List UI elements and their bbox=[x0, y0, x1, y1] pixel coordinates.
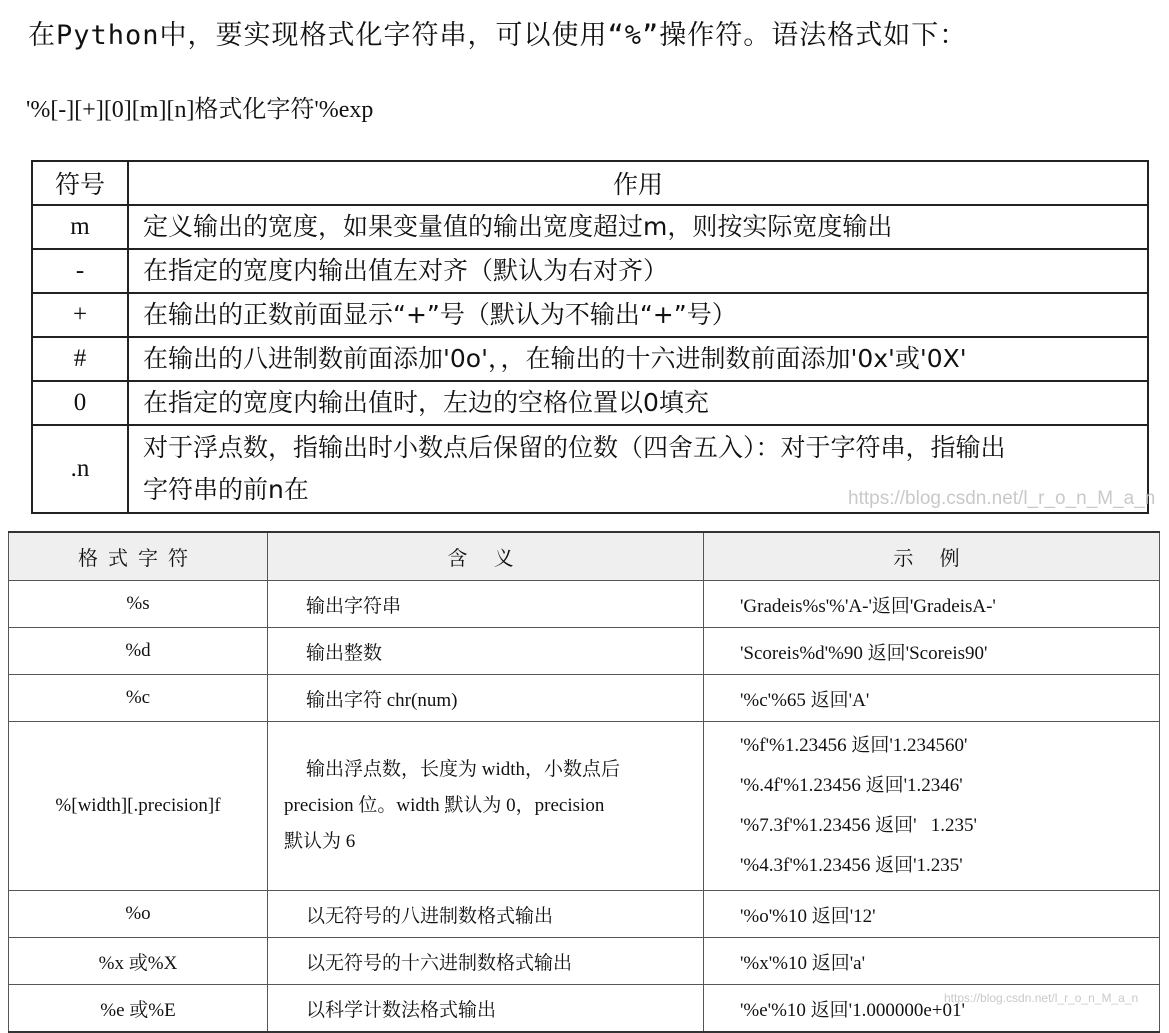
header-format-char: 格式字符 bbox=[9, 532, 268, 581]
format-cell: %s bbox=[9, 581, 268, 628]
symbol-cell: - bbox=[32, 249, 128, 293]
symbol-cell: m bbox=[32, 205, 128, 249]
format-cell: %x 或%X bbox=[9, 938, 268, 985]
table-row bbox=[9, 722, 1160, 891]
symbol-cell: 0 bbox=[32, 381, 128, 425]
format-cell: %c bbox=[9, 675, 268, 722]
table-row bbox=[32, 249, 1148, 293]
example-line: '%7.3f'%1.23456 返回' 1.235' bbox=[740, 815, 977, 836]
meaning-cell: 以无符号的八进制数格式输出 bbox=[268, 891, 704, 938]
meaning-cell bbox=[268, 722, 704, 891]
modifier-table bbox=[31, 160, 1149, 514]
table-row bbox=[32, 381, 1148, 425]
watermark: https://blog.csdn.net/l_r_o_n_M_a_n bbox=[848, 488, 1156, 509]
table-row bbox=[9, 891, 1160, 938]
meaning-line: precision 位。width 默认为 0，precision bbox=[284, 795, 605, 816]
header-symbol: 符号 bbox=[32, 161, 128, 205]
desc-cell: 定义输出的宽度，如果变量值的输出宽度超过m，则按实际宽度输出 bbox=[128, 205, 1148, 249]
table-row bbox=[9, 628, 1160, 675]
desc-cell: 在指定的宽度内输出值时，左边的空格位置以0填充 bbox=[128, 381, 1148, 425]
symbol-cell: + bbox=[32, 293, 128, 337]
meaning-cell: 输出字符 chr(num) bbox=[268, 675, 704, 722]
header-function: 作用 bbox=[128, 161, 1148, 205]
example-cell: '%e'%10 返回'1.000000e+01' bbox=[704, 985, 1160, 1033]
example-cell bbox=[704, 722, 1160, 891]
desc-line: 字符串的前n在 bbox=[143, 475, 309, 504]
meaning-line: 输出浮点数，长度为 width，小数点后 bbox=[306, 759, 621, 780]
example-cell: '%x'%10 返回'a' bbox=[704, 938, 1160, 985]
format-cell: %d bbox=[9, 628, 268, 675]
header-meaning: 含 义 bbox=[268, 532, 704, 581]
watermark: https://blog.csdn.net/l_r_o_n_M_a_n bbox=[944, 991, 1139, 1005]
example-cell: 'Gradeis%s'%'A-'返回'GradeisA-' bbox=[704, 581, 1160, 628]
meaning-cell: 以科学计数法格式输出 bbox=[268, 985, 704, 1033]
table-row bbox=[9, 675, 1160, 722]
example-line: '%4.3f'%1.23456 返回'1.235' bbox=[740, 855, 963, 876]
format-cell: %e 或%E bbox=[9, 985, 268, 1033]
meaning-cell: 输出整数 bbox=[268, 628, 704, 675]
table-row bbox=[32, 293, 1148, 337]
desc-cell: 在指定的宽度内输出值左对齐（默认为右对齐） bbox=[128, 249, 1148, 293]
example-line: '%f'%1.23456 返回'1.234560' bbox=[740, 735, 968, 756]
header-example: 示 例 bbox=[704, 532, 1160, 581]
meaning-cell: 以无符号的十六进制数格式输出 bbox=[268, 938, 704, 985]
symbol-cell: # bbox=[32, 337, 128, 381]
desc-cell: 在输出的正数前面显示“+”号（默认为不输出“+”号） bbox=[128, 293, 1148, 337]
desc-line: 对于浮点数，指输出时小数点后保留的位数（四舍五入）：对于字符串，指输出 bbox=[143, 433, 1006, 462]
example-cell: '%o'%10 返回'12' bbox=[704, 891, 1160, 938]
symbol-cell: .n bbox=[32, 425, 128, 513]
intro-text: 在Python中，要实现格式化字符串，可以使用“%”操作符。语法格式如下： bbox=[28, 20, 968, 51]
format-char-table bbox=[8, 531, 1160, 1033]
example-cell: 'Scoreis%d'%90 返回'Scoreis90' bbox=[704, 628, 1160, 675]
syntax-line: '%[-][+][0][m][n]格式化字符'%exp bbox=[26, 97, 374, 123]
table-row bbox=[32, 205, 1148, 249]
example-cell: '%c'%65 返回'A' bbox=[704, 675, 1160, 722]
desc-cell: 在输出的八进制数前面添加'0o'，，在输出的十六进制数前面添加'0x'或'0X' bbox=[128, 337, 1148, 381]
format-cell: %[width][.precision]f bbox=[9, 722, 268, 891]
table-row bbox=[32, 337, 1148, 381]
meaning-cell: 输出字符串 bbox=[268, 581, 704, 628]
format-cell: %o bbox=[9, 891, 268, 938]
table-row bbox=[9, 581, 1160, 628]
table-header-row bbox=[9, 532, 1160, 581]
table-row bbox=[9, 938, 1160, 985]
meaning-line: 默认为 6 bbox=[284, 831, 356, 852]
example-line: '%.4f'%1.23456 返回'1.2346' bbox=[740, 775, 963, 796]
table-header-row bbox=[32, 161, 1148, 205]
